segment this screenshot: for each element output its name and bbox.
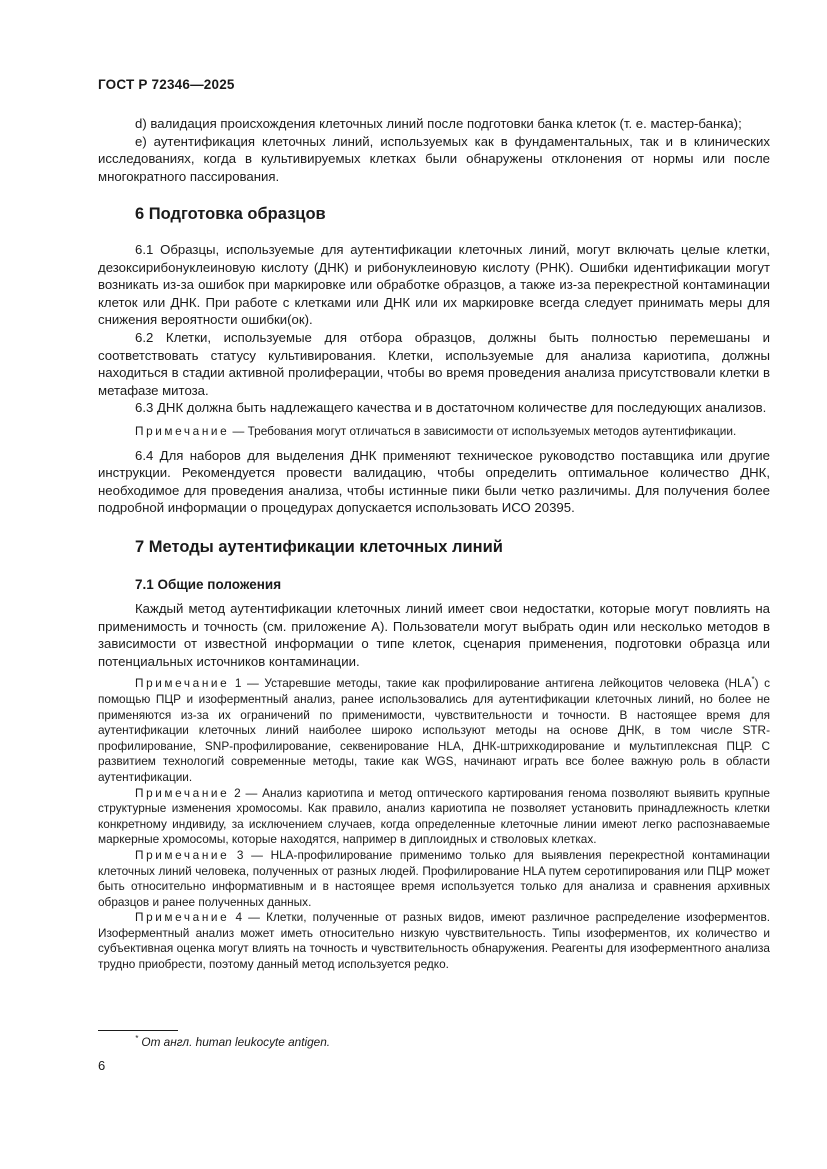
paragraph-7-1: Каждый метод аутентификации клеточных линий имеет свои недостатки, которые могут повлиять на применимость и точность (см. приложение А). Пользователи могут выбрать один или несколько методов в зависимости от известной информации о типе клеток, сценария применения, подготовки образца или потенциальных источников контаминации.: [98, 601, 770, 669]
note-text: — Требования могут отличаться в зависимости от используемых методов аутентификации.: [229, 423, 737, 438]
footnote: [135, 1035, 330, 1049]
page-number: 6: [98, 1058, 106, 1073]
note-label: Примечание: [135, 847, 230, 862]
note-text: 2 — Анализ кариотипа и метод оптического картирования генома позволяют выявить крупные структурные изменения хромосомы. Как правило, анализ кариотипа не позволяет установить принадлежность клетки конкретному индивиду, за исключением случаев, когда определенные клеточные линии имеют легко распознаваемые маркерные хромосомы, которые находятся, например в диплоидных и стволовых клетках.: [98, 785, 770, 847]
footnote-marker: *: [751, 675, 755, 685]
section-7: [98, 536, 770, 973]
document-header: ГОСТ Р 72346—2025: [98, 77, 235, 92]
note-text: 3 — HLA-профилирование применимо только для выявления перекрестной контаминации клеточных линий человека, полученных от разных людей. Профилирование HLA путем серотипирования или ПЦР может быть относительно информативным и в настоящее время используется только для анализа и сравнения архивных образцов и ранее полученных данных.: [98, 847, 770, 909]
note-label: Примечание: [135, 676, 230, 691]
footnote-marker: *: [135, 1034, 139, 1044]
note-text: 1 — Устаревшие методы, такие как профилирование антигена лейкоцитов человека (HLA: [229, 676, 752, 691]
list-item-e: e) аутентификация клеточных линий, используемых как в фундаментальных, так и в клинических исследованиях, когда в культивируемых клетках были обнаружены отклонения от нормы или после многократного пассирования.: [98, 133, 770, 184]
note-label: Примечание: [135, 423, 230, 438]
footnote-divider: [98, 1030, 178, 1031]
note-7-4: [98, 910, 770, 972]
list-item-d: d) валидация происхождения клеточных линий после подготовки банка клеток (т. е. мастер-банка);: [135, 116, 742, 131]
note-7-2: [98, 786, 770, 848]
note-7-3: [98, 848, 770, 910]
note-text: ) с помощью ПЦР и изоферментный анализ, ранее использовались для аутентификации клеточных линий, но более не применяются из-за их ограничений по применимости, чувствительности и точности. В настоящее время для аутентификации клеточных линий наиболее широко используют методы на основе ДНК, в том числе STR-профилирование, SNP-профилирование, секвенирование HLA, ДНК-штрихкодирование и мультиплексная ПЦР. С развитием технологий современные методы, такие как WGS, начинают играть все более важную роль в области аутентификации.: [98, 676, 770, 784]
section-6-title: 6 Подготовка образцов: [135, 205, 326, 223]
note-7-1: [98, 676, 770, 785]
paragraph-6-2: 6.2 Клетки, используемые для отбора образцов, должны быть полностью перемешаны и соответствовать статусу культивирования. Клетки, используемые для анализа кариотипа, должны находиться в стадии активной пролиферации, чтобы во время проведения анализа присутствовали клетки в метафазе митоза.: [98, 329, 770, 398]
footnote-text: От англ. human leukocyte antigen.: [138, 1035, 331, 1049]
note-label: Примечание: [135, 785, 230, 800]
note-6: [98, 424, 770, 440]
list-continuation: [98, 115, 770, 185]
note-text: 4 — Клетки, полученные от разных видов, имеют различное распределение изоферментов. Изоферментный анализ может иметь относительно низкую чувствительность. Типы изоферментов, их количество и субъективная оценка могут влиять на точность и чувствительность обнаружения. Реагенты для изоферментного анализа трудно приобрести, поэтому данный метод используется редко.: [98, 910, 770, 972]
section-7-title: 7 Методы аутентификации клеточных линий: [135, 538, 503, 556]
note-label: Примечание: [135, 910, 230, 925]
paragraph-6-1: 6.1 Образцы, используемые для аутентификации клеточных линий, могут включать целые клетки, дезоксирибонуклеиновую кислоту (ДНК) и рибонуклеиновую кислоту (РНК). Ошибки идентификации могут возникать из-за ошибок при маркировке или обработке образцов, а также из-за перекрестной контаминации клеток или ДНК. При работе с клетками или ДНК или их маркировке всегда следует принимать меры для снижения вероятности ошибки(ок).: [98, 242, 770, 328]
paragraph-6-4: 6.4 Для наборов для выделения ДНК применяют техническое руководство поставщика или другие инструкции. Рекомендуется провести валидацию, чтобы определить оптимальное количество ДНК, необходимое для проведения анализа, чтобы истинные пики были четко различимы. Для получения более подробной информации о процедурах допускается использовать ИСО 20395.: [98, 447, 770, 516]
subsection-7-1-title: 7.1 Общие положения: [135, 577, 282, 592]
section-6: [98, 203, 770, 517]
paragraph-6-3: 6.3 ДНК должна быть надлежащего качества и в достаточном количестве для последующих анализов.: [135, 400, 767, 416]
